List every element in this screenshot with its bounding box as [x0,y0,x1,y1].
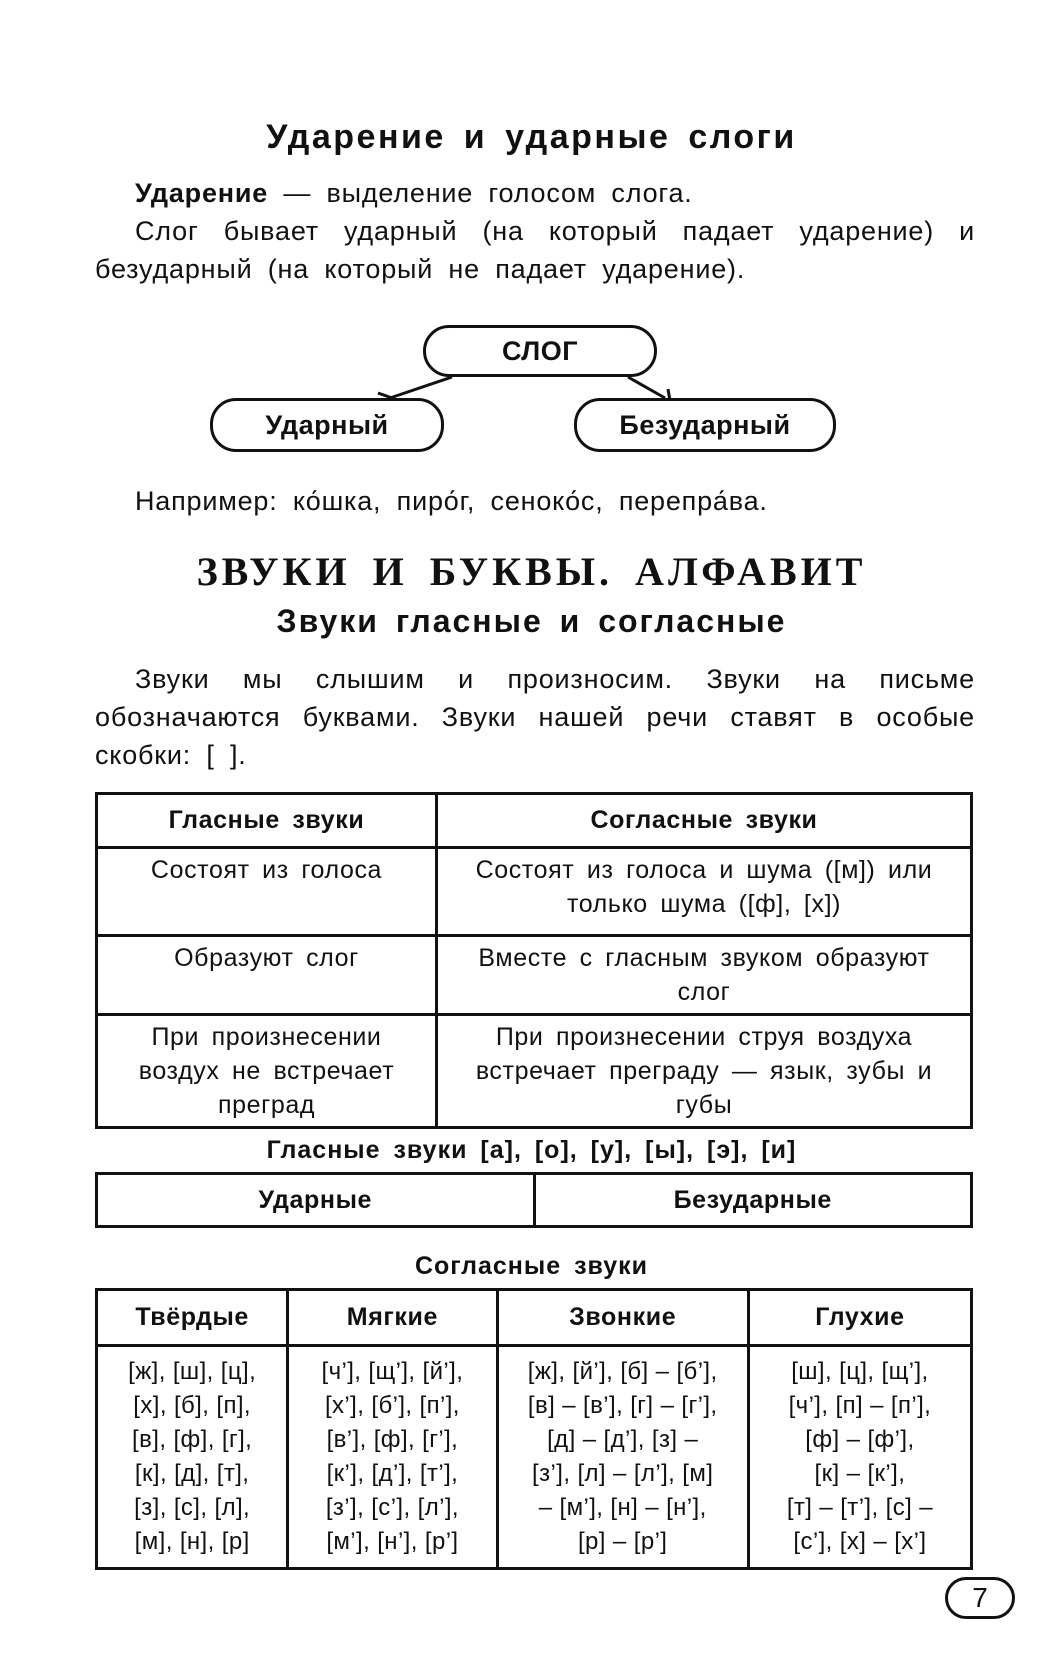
list-item: [ч’], [п] – [п’], [788,1392,932,1419]
list-item: [в], [ф], [г], [132,1426,253,1453]
list-item: [ж], [й’], [б] – [б’], [527,1358,718,1385]
vowels-unstressed: Безударные [534,1174,972,1227]
section-title-sounds-letters: ЗВУКИ И БУКВЫ. АЛФАВИТ [196,549,867,594]
list-item: [з’], [с’], [л’], [325,1494,459,1521]
diagram-node-stressed: Ударный [210,398,444,452]
arrow-left [390,377,452,398]
syllable-diagram [0,300,1063,470]
list-item: [к’], [д’], [т’], [326,1460,459,1487]
stress-examples: Например: ко́шка, пиро́г, сеноко́с, перепра́ва. [135,486,768,516]
list-item: [в’], [ф], [г’], [326,1426,459,1453]
list-item: [з’], [л] – [л’], [м] [532,1460,714,1487]
stress-definition-text: — выделение голосом слога. [268,178,693,208]
header-voiced: Звонкие [497,1290,748,1346]
table-row [97,1346,972,1569]
list-item: [с’], [х] – [х’] [793,1528,927,1555]
hard-consonants-cell [97,1346,288,1569]
header-soft: Мягкие [288,1290,497,1346]
soft-consonants-cell [288,1346,497,1569]
vowels-table [95,1172,973,1228]
table-row [97,1015,972,1128]
vowels-caption: Гласные звуки [а], [о], [у], [ы], [э], [и] [266,1136,797,1164]
consonants-table [95,1288,973,1570]
table-header-row [97,794,972,848]
list-item: [м’], [н’], [р’] [326,1528,459,1555]
voiceless-consonants-cell [748,1346,971,1569]
list-item: [ж], [ш], [ц], [128,1358,257,1385]
vowel-consonant-comparison-table [95,792,973,1129]
list-item: [к], [д], [т], [134,1460,250,1487]
syllable-paragraph: Слог бывает ударный (на который падает ударение) и безударный (на который не падает ударение). [95,216,975,284]
list-item: [ч’], [щ’], [й’], [321,1358,464,1385]
list-item: – [м’], [н] – [н’], [538,1494,707,1521]
table-header-row [97,1290,972,1346]
table-row [97,1174,972,1227]
list-item: [х], [б], [п], [133,1392,251,1419]
table-row [97,936,972,1015]
stress-term: Ударение [135,178,269,208]
arrow-right [628,377,665,398]
table-cell: При произнесении воздух не встречает преград [97,1015,437,1128]
table-cell: Состоят из голоса и шума ([м]) или только шума ([ф], [х]) [437,848,972,936]
consonants-caption: Согласные звуки [414,1252,649,1280]
header-voiceless: Глухие [748,1290,971,1346]
table-cell: Образуют слог [97,936,437,1015]
voiced-consonants-cell [497,1346,748,1569]
list-item: [д] – [д’], [з] – [547,1426,699,1453]
table-cell: При произнесении струя воздуха встречает преграду — язык, зубы и губы [437,1015,972,1128]
list-item: [к] – [к’], [814,1460,906,1487]
list-item: [х’], [б’], [п’], [324,1392,460,1419]
sounds-paragraph: Звуки мы слышим и произносим. Звуки на письме обозначаются буквами. Звуки нашей речи ставят в особые скобки: [ ]. [95,664,975,770]
list-item: [в] – [в’], [г] – [г’], [527,1392,718,1419]
table-cell: Состоят из голоса [97,848,437,936]
header-hard: Твёрдые [97,1290,288,1346]
diagram-node-unstressed: Безударный [574,398,836,452]
vowels-stressed: Ударные [97,1174,535,1227]
section-title-stress: Ударение и ударные слоги [266,118,797,156]
list-item: [р] – [р’] [577,1528,668,1555]
stress-definition [95,174,975,212]
diagram-node-syllable: СЛОГ [423,325,657,377]
list-item: [ш], [ц], [щ’], [791,1358,929,1385]
header-consonants: Согласные звуки [437,794,972,848]
list-item: [т] – [т’], [с] – [786,1494,933,1521]
list-item: [ф] – [ф’], [805,1426,915,1453]
list-item: [з], [с], [л], [134,1494,251,1521]
table-cell: Вместе с гласным звуком образуют слог [437,936,972,1015]
page-number: 7 [945,1577,1015,1619]
header-vowels: Гласные звуки [97,794,437,848]
table-row [97,848,972,936]
list-item: [м], [н], [р] [134,1528,250,1555]
section-subtitle-vowels-consonants: Звуки гласные и согласные [276,603,787,639]
